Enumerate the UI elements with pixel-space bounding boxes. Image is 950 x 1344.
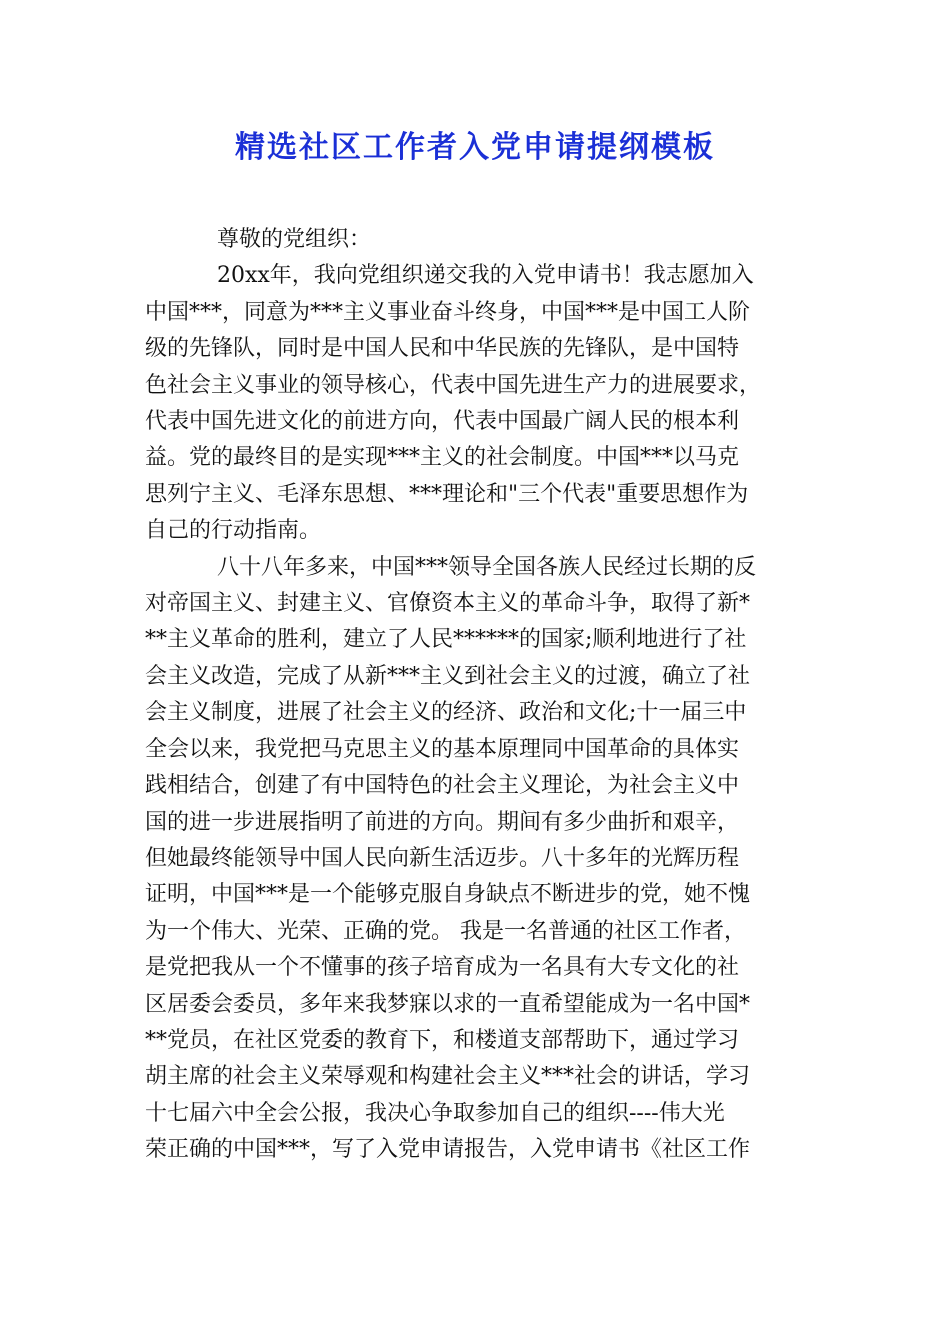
paragraph-2-line: 但她最终能领导中国人民向新生活迈步。八十多年的光辉历程 (145, 845, 740, 871)
paragraph-2-line: 会主义制度，进展了社会主义的经济、政治和文化;十一届三中 (145, 700, 747, 726)
paragraph-1-line: 代表中国先进文化的前进方向，代表中国最广阔人民的根本利 (145, 409, 740, 435)
paragraph-2-line: 践相结合，创建了有中国特色的社会主义理论，为社会主义中 (145, 773, 740, 799)
paragraph-2-line: 胡主席的社会主义荣辱观和构建社会主义***社会的讲话，学习 (145, 1064, 751, 1090)
paragraph-2 (145, 550, 805, 1169)
paragraph-2-line: 荣正确的中国***，写了入党申请报告，入党申请书《社区工作 (145, 1137, 751, 1163)
paragraph-1-line: 中国***，同意为***主义事业奋斗终身，中国***是中国工人阶 (145, 299, 751, 325)
paragraph-1-line: 思列宁主义、毛泽东思想、***理论和"三个代表"重要思想作为 (145, 481, 749, 507)
paragraph-2-line: 为一个伟大、光荣、正确的党。 我是一名普通的社区工作者， (145, 918, 746, 944)
paragraph-1-line: 20xx年，我向党组织递交我的入党申请书！我志愿加入 (217, 263, 754, 289)
paragraph-2-line: **党员，在社区党委的教育下，和楼道支部帮助下，通过学习 (145, 1027, 740, 1053)
paragraph-2-line: 十七届六中全会公报，我决心争取参加自己的组织----伟大光 (145, 1100, 725, 1126)
paragraph-1-line: 色社会主义事业的领导核心，代表中国先进生产力的进展要求， (145, 372, 762, 398)
paragraph-2-line: 八十八年多来，中国***领导全国各族人民经过长期的反 (217, 554, 757, 580)
salutation: 尊敬的党组织： (217, 227, 372, 252)
paragraph-1 (145, 258, 805, 549)
paragraph-1-line: 益。党的最终目的是实现***主义的社会制度。中国***以马克 (145, 445, 740, 471)
paragraph-2-line: 区居委会委员，多年来我梦寐以求的一直希望能成为一名中国* (145, 991, 751, 1017)
paragraph-1-line: 级的先锋队，同时是中国人民和中华民族的先锋队，是中国特 (145, 336, 740, 362)
paragraph-2-line: 证明，中国***是一个能够克服自身缺点不断进步的党，她不愧 (145, 882, 751, 908)
paragraph-2-line: 对帝国主义、封建主义、官僚资本主义的革命斗争，取得了新* (145, 591, 751, 617)
paragraph-2-line: 国的进一步进展指明了前进的方向。期间有多少曲折和艰辛， (145, 809, 740, 835)
document-body (145, 222, 805, 1169)
document-title: 精选社区工作者入党申请提纲模板 (235, 130, 715, 165)
paragraph-2-line: 会主义改造，完成了从新***主义到社会主义的过渡，确立了社 (145, 663, 751, 689)
paragraph-2-line: 全会以来，我党把马克思主义的基本原理同中国革命的具体实 (145, 736, 740, 762)
paragraph-1-line: 自己的行动指南。 (145, 518, 322, 544)
paragraph-2-line: **主义革命的胜利，建立了人民******的国家;顺利地进行了社 (145, 627, 747, 653)
paragraph-2-line: 是党把我从一个不懂事的孩子培育成为一名具有大专文化的社 (145, 955, 740, 981)
